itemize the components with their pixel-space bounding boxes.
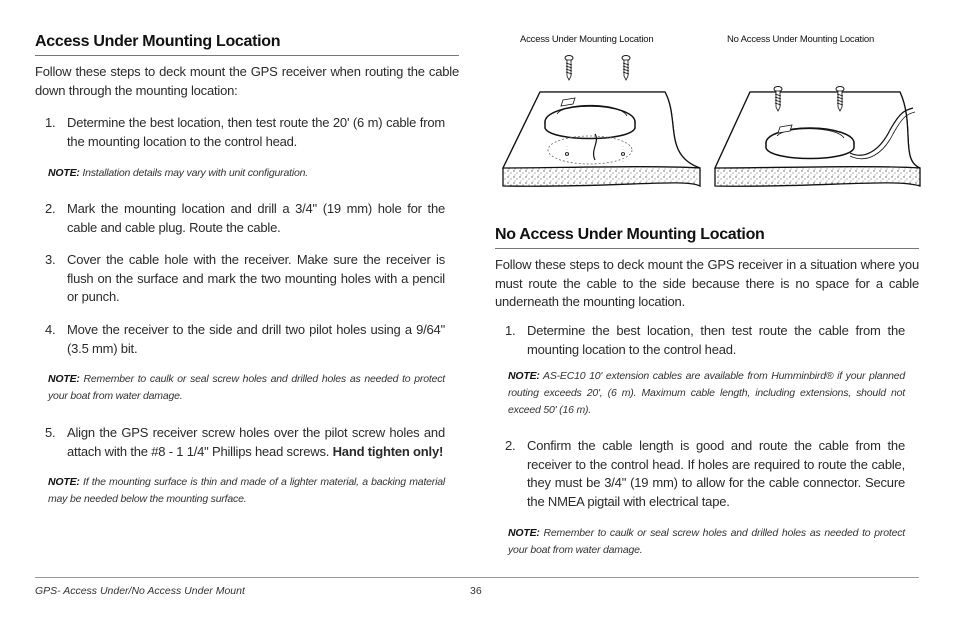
note-text: Remember to caulk or seal screw holes and drilled holes as needed to protect your boat from water damage. [48,373,445,402]
step-text: Determine the best location, then test route the 20' (6 m) cable from the mounting location to the control head. [67,115,445,149]
step-number: 2. [45,201,56,216]
step-text: Move the receiver to the side and drill two pilot holes using a 9/64" (3.5 mm) bit. [67,322,445,356]
note [48,474,445,508]
note [508,368,905,419]
step-text: Mark the mounting location and drill a 3/4" (19 mm) hole for the cable and cable plug. Route the cable. [67,201,445,235]
step-text: Determine the best location, then test route the cable from the mounting location to the control head. [527,323,905,357]
note [508,525,905,559]
note-text: Remember to caulk or seal screw holes and drilled holes as needed to protect your boat from water damage. [508,527,905,556]
mounting-illustration [495,50,925,190]
step-number: 3. [45,252,56,267]
note-label: NOTE: [48,167,80,179]
section-divider [35,55,459,56]
step-number: 1. [45,115,56,130]
step-text: Cover the cable hole with the receiver. Make sure the receiver is flush on the surface and mark the two mounting holes with a pencil or punch. [67,252,445,304]
figure-caption-no-access: No Access Under Mounting Location [727,34,875,45]
deck-panel-no-access [715,87,920,187]
note-text: Installation details may vary with unit configuration. [82,167,308,179]
screw-icon [565,56,573,81]
note-label: NOTE: [508,370,540,382]
step-number: 2. [505,438,516,453]
section-title-access-under: Access Under Mounting Location [35,33,281,50]
footer-divider [35,577,919,578]
screw-icon [622,56,630,81]
figure-caption-access: Access Under Mounting Location [520,34,654,45]
deck-panel-access [503,56,700,189]
step-text-main: Align the GPS receiver screw holes over the pilot screw holes and attach with the #8 - 1 1/4" Phillips head screws. [67,425,445,459]
step-number: 4. [45,322,56,337]
intro-paragraph: Follow these steps to deck mount the GPS receiver in a situation where you must route the cable to the side because there is no space for a cable underneath the mounting location. [495,257,919,309]
section-title-no-access: No Access Under Mounting Location [495,226,765,243]
intro-paragraph: Follow these steps to deck mount the GPS receiver when routing the cable down through the mounting location: [35,64,459,98]
step-number: 5. [45,425,56,440]
step-number: 1. [505,323,516,338]
note-label: NOTE: [48,373,80,385]
note-text: AS-EC10 10' extension cables are available from Humminbird® if your planned routing exceeds 20', (6 m). Maximum cable length, including extensions, should not exceed 50' (16 m). [508,370,905,416]
footer-label: GPS- Access Under/No Access Under Mount [35,585,245,597]
note-label: NOTE: [508,527,540,539]
note-text: If the mounting surface is thin and made of a lighter material, a backing material may be needed below the mounting surface. [48,476,445,505]
step-emphasis: Hand tighten only! [332,443,444,459]
note [48,165,448,182]
note-label: NOTE: [48,476,80,488]
section-divider [495,248,919,249]
note [48,371,445,405]
step-text [67,424,445,461]
step-text: Confirm the cable length is good and route the cable from the receiver to the control head. If holes are required to route the cable, they must be 3/4" (19 mm) to allow for the cable connector. Secure the NMEA pigtail with electrical tape. [527,438,905,509]
page-number: 36 [470,585,482,597]
